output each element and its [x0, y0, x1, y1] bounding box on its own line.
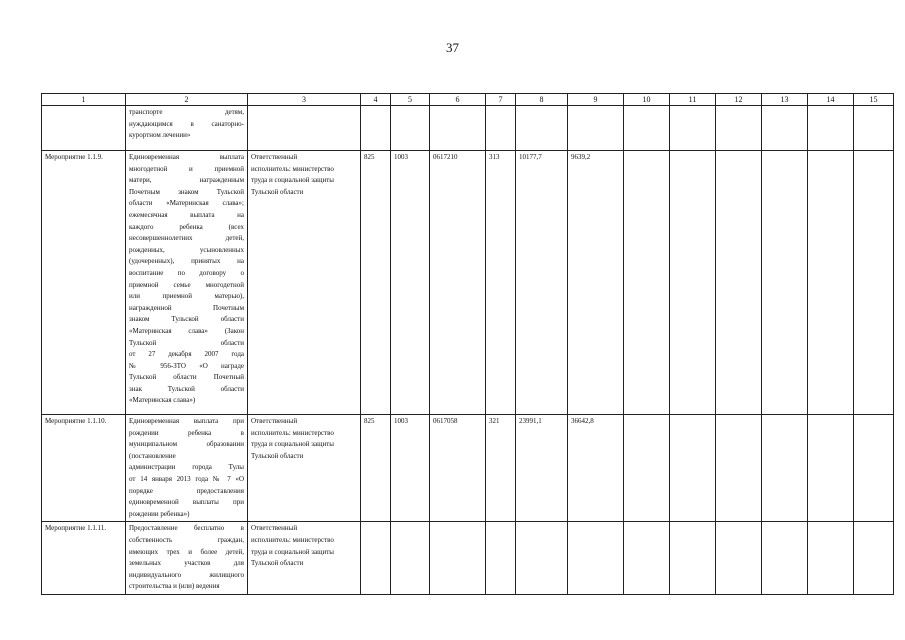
description-cell — [126, 106, 248, 151]
description-line: рождении ребенка») — [129, 509, 190, 518]
header-cell: 15 — [854, 94, 894, 106]
value-cell-c8: 10177,7 — [516, 151, 568, 415]
empty-cell-13 — [762, 522, 808, 595]
header-cell: 2 — [126, 94, 248, 106]
description-line: «Материнская слава» (Закон — [129, 326, 244, 335]
description-line: строительства и (или) ведения — [129, 582, 220, 591]
header-cell: 4 — [361, 94, 391, 106]
description-line: земельных участков для — [129, 559, 244, 568]
empty-cell-11 — [670, 522, 716, 595]
executor-cell — [248, 106, 361, 151]
description-line: администрации города Тулы — [129, 463, 244, 472]
description-line: от 27 декабря 2007 года — [129, 350, 244, 359]
value-cell-c7 — [486, 522, 516, 595]
header-cell: 9 — [568, 94, 624, 106]
table-row — [42, 106, 894, 151]
description-line: (удочеренных), принятых на — [129, 257, 244, 266]
description-line: области «Материнская слава»; — [129, 199, 244, 208]
value-cell-c4: 825 — [361, 415, 391, 522]
empty-cell-15 — [854, 415, 894, 522]
description-line: воспитание по договору о — [129, 268, 244, 277]
empty-cell-15 — [854, 522, 894, 595]
header-cell: 7 — [486, 94, 516, 106]
description-line: порядке предоставления — [129, 486, 244, 495]
measure-cell: Мероприятие 1.1.9. — [42, 151, 126, 415]
table-row — [42, 151, 894, 415]
header-cell: 8 — [516, 94, 568, 106]
description-line: от 14 января 2013 года № 7 «О — [129, 474, 244, 483]
value-cell-c4 — [361, 522, 391, 595]
description-line: или приемной матерью), — [129, 292, 244, 301]
value-cell-c8 — [516, 106, 568, 151]
description-line: знак Тульской области — [129, 384, 244, 393]
table-row — [42, 415, 894, 522]
empty-cell-10 — [624, 415, 670, 522]
description-line: Единовременная выплата — [129, 153, 244, 161]
empty-cell-13 — [762, 106, 808, 151]
executor-cell: Ответственный исполнитель: министерство труда и социальной защиты Тульской области — [248, 151, 361, 415]
measure-cell: Мероприятие 1.1.10. — [42, 415, 126, 522]
empty-cell-14 — [808, 151, 854, 415]
value-cell-c7: 313 — [486, 151, 516, 415]
value-cell-c4 — [361, 106, 391, 151]
description-line: собственность граждан, — [129, 535, 244, 544]
description-line: нуждающимся в санаторно- — [129, 119, 244, 128]
value-cell-c8: 23991,1 — [516, 415, 568, 522]
empty-cell-11 — [670, 106, 716, 151]
description-cell — [126, 415, 248, 522]
header-cell: 14 — [808, 94, 854, 106]
header-cell: 13 — [762, 94, 808, 106]
empty-cell-11 — [670, 151, 716, 415]
header-cell: 12 — [716, 94, 762, 106]
value-cell-c4: 825 — [361, 151, 391, 415]
empty-cell-13 — [762, 151, 808, 415]
budget-table — [41, 93, 894, 595]
value-cell-c5 — [391, 106, 430, 151]
description-line: многодетной и приемной — [129, 164, 244, 173]
description-line: несовершеннолетних детей, — [129, 234, 244, 243]
header-cell: 6 — [430, 94, 486, 106]
value-cell-c5: 1003 — [391, 151, 430, 415]
empty-cell-12 — [716, 151, 762, 415]
description-line: имеющих трех и более детей, — [129, 547, 244, 556]
description-line: Почетным знаком Тульской — [129, 187, 244, 196]
value-cell-c7 — [486, 106, 516, 151]
description-line: индивидуального жилищного — [129, 570, 244, 579]
value-cell-c5: 1003 — [391, 415, 430, 522]
value-cell-c6: 0617210 — [430, 151, 486, 415]
header-cell: 5 — [391, 94, 430, 106]
header-cell: 11 — [670, 94, 716, 106]
description-line: транспорте детям, — [129, 108, 244, 116]
empty-cell-14 — [808, 106, 854, 151]
measure-cell — [42, 106, 126, 151]
value-cell-c8 — [516, 522, 568, 595]
value-cell-c6 — [430, 522, 486, 595]
description-line: № 956-ЗТО «О награде — [129, 361, 244, 370]
empty-cell-10 — [624, 151, 670, 415]
description-cell — [126, 151, 248, 415]
description-line: Предоставление бесплатно в — [129, 524, 244, 533]
empty-cell-12 — [716, 522, 762, 595]
value-cell-c9: 36642,8 — [568, 415, 624, 522]
description-line: муниципальном образовании — [129, 440, 244, 449]
description-cell — [126, 522, 248, 595]
value-cell-c9: 9639,2 — [568, 151, 624, 415]
description-line: награжденной Почетным — [129, 303, 244, 312]
empty-cell-15 — [854, 151, 894, 415]
value-cell-c9 — [568, 106, 624, 151]
description-line: рожденных, усыновленных — [129, 245, 244, 254]
description-line: ежемесячная выплата на — [129, 210, 244, 219]
measure-cell: Мероприятие 1.1.11. — [42, 522, 126, 595]
value-cell-c7: 321 — [486, 415, 516, 522]
empty-cell-14 — [808, 522, 854, 595]
empty-cell-10 — [624, 106, 670, 151]
description-line: Тульской области — [129, 338, 244, 347]
description-line: Единовременная выплата при — [129, 417, 244, 425]
description-line: знаком Тульской области — [129, 315, 244, 324]
description-line: единовременной выплаты при — [129, 498, 244, 507]
empty-cell-10 — [624, 522, 670, 595]
value-cell-c9 — [568, 522, 624, 595]
value-cell-c5 — [391, 522, 430, 595]
header-cell: 1 — [42, 94, 126, 106]
description-line: приемной семье многодетной — [129, 280, 244, 289]
description-line: «Материнская слава») — [129, 396, 196, 405]
description-line: Тульской области Почетный — [129, 373, 244, 382]
table-row — [42, 522, 894, 595]
empty-cell-14 — [808, 415, 854, 522]
value-cell-c6 — [430, 106, 486, 151]
value-cell-c6: 0617058 — [430, 415, 486, 522]
executor-cell: Ответственный исполнитель: министерство труда и социальной защиты Тульской области — [248, 522, 361, 595]
header-row — [42, 94, 894, 106]
description-line: матери, награжденным — [129, 176, 244, 185]
description-line: каждого ребенка (всех — [129, 222, 244, 231]
header-cell: 3 — [248, 94, 361, 106]
empty-cell-13 — [762, 415, 808, 522]
description-line: курортном лечении» — [129, 131, 191, 140]
empty-cell-12 — [716, 106, 762, 151]
empty-cell-12 — [716, 415, 762, 522]
empty-cell-15 — [854, 106, 894, 151]
empty-cell-11 — [670, 415, 716, 522]
executor-cell: Ответственный исполнитель: министерство труда и социальной защиты Тульской области — [248, 415, 361, 522]
page-number: 37 — [446, 40, 459, 55]
description-line: рождении ребенка в — [129, 428, 244, 437]
description-line: (постановление — [129, 451, 176, 460]
header-cell: 10 — [624, 94, 670, 106]
